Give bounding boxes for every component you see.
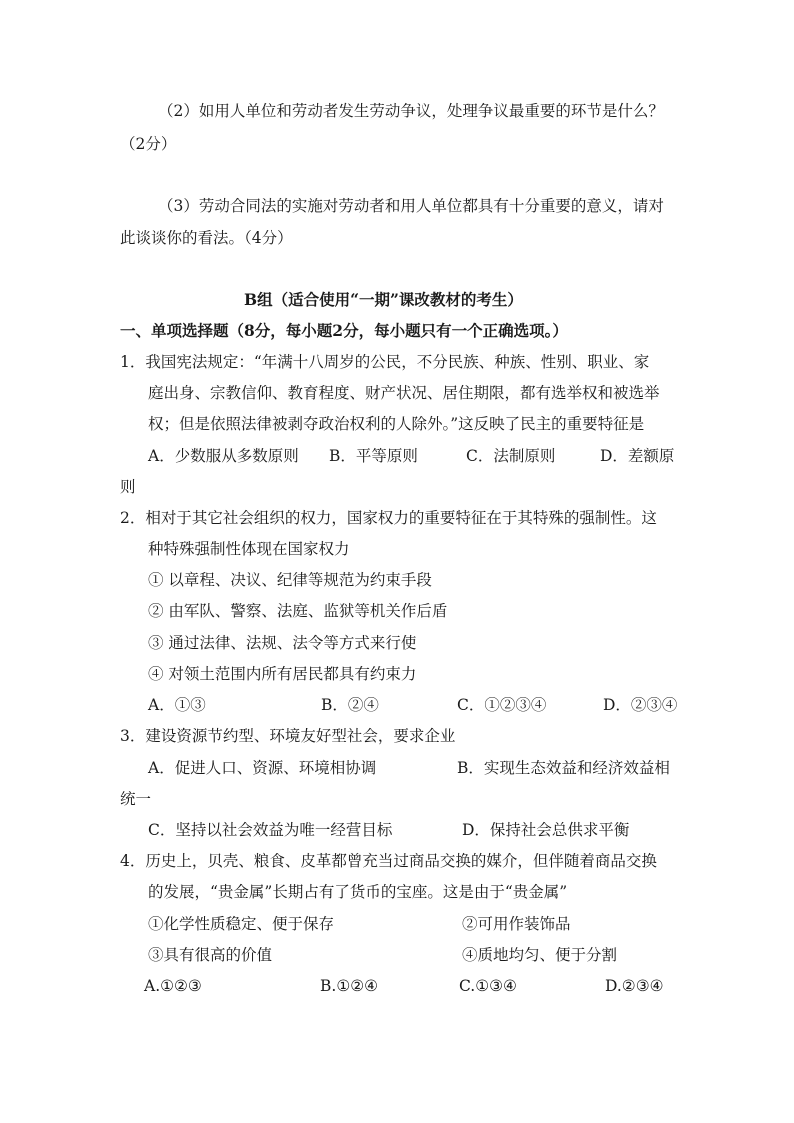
mc-question-3-option-a: A．促进人口、资源、环境相协调 <box>148 759 377 777</box>
mc-question-2-option-b: B．②④ <box>321 696 379 714</box>
mc-question-4-item-2: ②可用作装饰品 <box>462 915 571 933</box>
mc-question-2-item-2: ② 由军队、警察、法庭、监狱等机关作后盾 <box>148 602 448 620</box>
mc-question-4-option-c: C.①③④ <box>459 977 517 995</box>
mc-question-4-item-4: ④质地均匀、便于分割 <box>462 946 618 964</box>
question-3-line-2: 此谈谈你的看法。（4分） <box>120 229 293 247</box>
mc-question-4-option-b: B.①②④ <box>320 977 379 995</box>
mc-question-2-item-3: ③ 通过法律、法规、法令等方式来行使 <box>148 634 417 652</box>
mc-question-4-item-1: ①化学性质稳定、便于保存 <box>148 915 335 933</box>
mc-question-3-option-c: C．坚持以社会效益为唯一经营目标 <box>148 821 393 839</box>
mc-question-1-option-b: B．平等原则 <box>329 447 418 465</box>
section-title: 一、单项选择题（8分，每小题2分，每小题只有一个正确选项。） <box>120 321 568 340</box>
mc-question-4-item-3: ③具有很高的价值 <box>148 946 273 964</box>
mc-question-4-option-d: D.②③④ <box>605 977 664 995</box>
mc-question-2-item-4: ④ 对领土范围内所有居民都具有约束力 <box>148 665 417 683</box>
mc-question-2-option-a: A．①③ <box>148 696 206 714</box>
mc-question-1-line-3: 权；但是依照法律被剥夺政治权利的人除外。”这反映了民主的重要特征是 <box>148 415 645 433</box>
mc-question-2-item-1: ① 以章程、决议、纪律等规范为约束手段 <box>148 571 432 589</box>
mc-question-4-line-1: 4．历史上，贝壳、粮食、皮革都曾充当过商品交换的媒介，但伴随着商品交换 <box>120 852 657 870</box>
mc-question-1-option-c: C．法制原则 <box>466 447 556 465</box>
mc-question-2-line-2: 种特殊强制性体现在国家权力 <box>148 540 350 558</box>
mc-question-2-option-c: C．①②③④ <box>457 696 547 714</box>
mc-question-3-option-b: B．实现生态效益和经济效益相 <box>457 759 670 777</box>
mc-question-2-line-1: 2．相对于其它社会组织的权力，国家权力的重要特征在于其特殊的强制性。这 <box>120 509 657 527</box>
mc-question-3-stem: 3．建设资源节约型、环境友好型社会，要求企业 <box>120 727 456 745</box>
question-3-line-1: （3）劳动合同法的实施对劳动者和用人单位都具有十分重要的意义，请对 <box>158 197 664 215</box>
mc-question-3-option-b-wrap: 统一 <box>120 790 152 808</box>
mc-question-4-line-2: 的发展，“贵金属”长期占有了货币的宝座。这是由于“贵金属” <box>148 883 568 901</box>
mc-question-1-line-1: 1．我国宪法规定：“年满十八周岁的公民，不分民族、种族、性别、职业、家 <box>120 353 650 371</box>
mc-question-1-option-d: D．差额原 <box>600 447 675 465</box>
question-2-line-2: （2分） <box>120 135 177 153</box>
mc-question-3-option-d: D．保持社会总供求平衡 <box>462 821 630 839</box>
mc-question-4-option-a: A.①②③ <box>144 977 202 995</box>
mc-question-2-option-d: D．②③④ <box>603 696 678 714</box>
mc-question-1-option-d-wrap: 则 <box>120 478 136 496</box>
mc-question-1-option-a: A．少数服从多数原则 <box>148 447 299 465</box>
group-b-heading: B组（适合使用“一期”课改教材的考生） <box>244 290 523 309</box>
mc-question-1-line-2: 庭出身、宗教信仰、教育程度、财产状况、居住期限，都有选举权和被选举 <box>148 384 660 402</box>
question-2-line-1: （2）如用人单位和劳动者发生劳动争议，处理争议最重要的环节是什么？ <box>158 102 664 120</box>
